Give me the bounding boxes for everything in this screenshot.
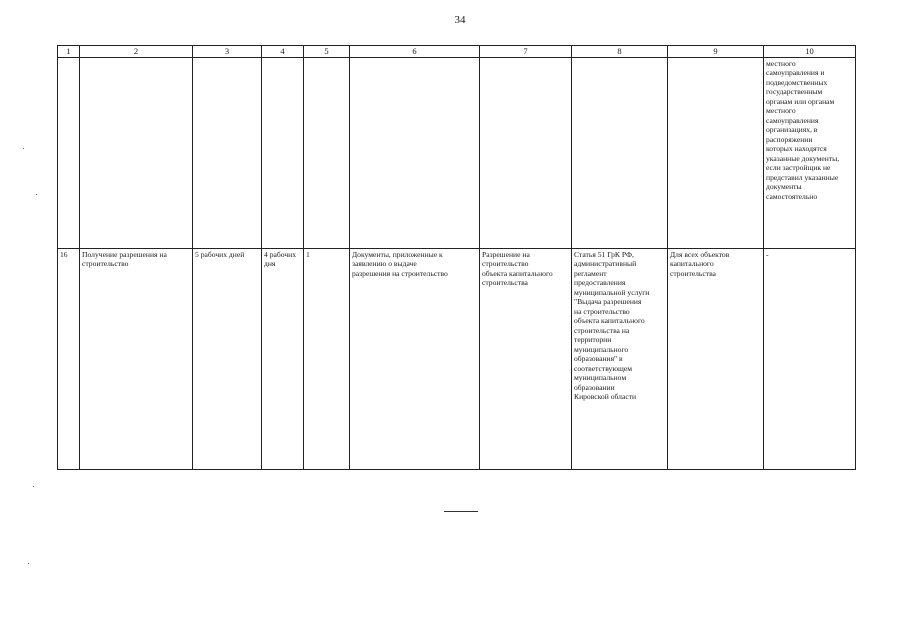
cell-empty <box>480 58 572 249</box>
header-col-8: 8 <box>572 46 668 58</box>
cell-empty <box>262 58 304 249</box>
header-col-4: 4 <box>262 46 304 58</box>
term-2-text: 4 рабочих дня <box>264 250 297 269</box>
cell-documents <box>350 249 480 470</box>
header-row <box>58 46 856 58</box>
cell-empty <box>668 58 764 249</box>
documents-text: Документы, приложенные к заявлению о выдаче разрешения на строительство <box>352 250 448 278</box>
scan-speck <box>36 194 37 195</box>
cell-term <box>193 249 262 470</box>
cell-empty <box>350 58 480 249</box>
continued-notes-text: местного самоуправления и подведомственных государственным органам или органам местного самоуправления организациях, в распоряжении которых находятся указанные документы, если застройщик не представил указанные документы самостоятельно <box>766 59 840 201</box>
service-name-text: Получение разрешения на строительство <box>82 250 167 269</box>
cell-row-number <box>58 249 80 470</box>
result-text: Разрешение на строительство объекта капитального строительства <box>482 250 553 288</box>
scan-speck <box>28 563 29 564</box>
header-col-7: 7 <box>480 46 572 58</box>
table-row-16 <box>58 249 856 470</box>
cell-notes <box>764 249 856 470</box>
scan-speck <box>23 148 24 149</box>
cell-empty <box>304 58 350 249</box>
footer-rule <box>444 511 478 512</box>
header-col-1: 1 <box>58 46 80 58</box>
cell-empty <box>572 58 668 249</box>
cell-empty <box>193 58 262 249</box>
services-table <box>57 45 856 470</box>
cell-count <box>304 249 350 470</box>
applicability-text: Для всех объектов капитального строительства <box>670 250 730 278</box>
page-number: 34 <box>454 14 466 26</box>
cell-term-2 <box>262 249 304 470</box>
legal-basis-text: Статья 51 ГрК РФ, административный регламент предоставления муниципальной услуги "Выдача разрешения на строительство объекта капитального строительства на территории муниципального образования" в соответствующем муниципальном образовании Кировской области <box>574 250 650 402</box>
cell-applicability <box>668 249 764 470</box>
cell-empty <box>58 58 80 249</box>
header-col-3: 3 <box>193 46 262 58</box>
term-text: 5 рабочих дней <box>195 250 245 259</box>
scan-speck <box>33 486 34 487</box>
cell-empty <box>80 58 193 249</box>
header-col-6: 6 <box>350 46 480 58</box>
cell-service-name <box>80 249 193 470</box>
header-col-10: 10 <box>764 46 856 58</box>
cell-legal-basis <box>572 249 668 470</box>
header-col-2: 2 <box>80 46 193 58</box>
header-col-5: 5 <box>304 46 350 58</box>
notes-text: - <box>766 250 769 259</box>
row-number-text: 16 <box>60 250 68 259</box>
table-row-continued <box>58 58 856 249</box>
cell-result <box>480 249 572 470</box>
count-text: 1 <box>306 250 310 259</box>
cell-continued-notes <box>764 58 856 249</box>
header-col-9: 9 <box>668 46 764 58</box>
